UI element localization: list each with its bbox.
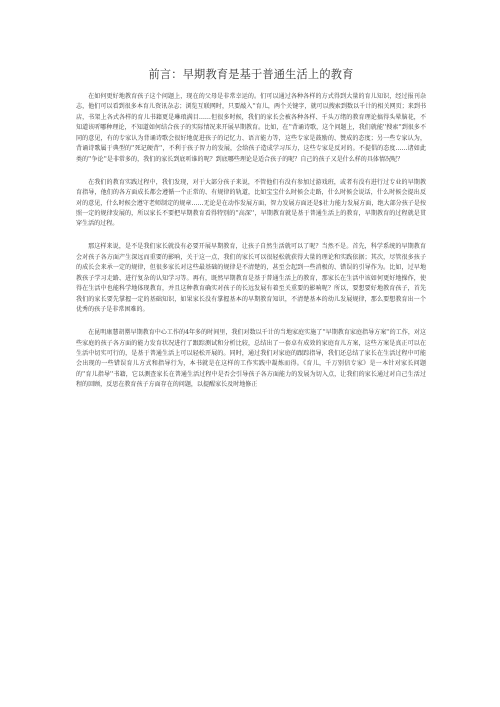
body-paragraph-1: 在如何更好地教育孩子这个问题上，现在的父母是非常幸运的。们可以通过各种各样的方式得到大量的育儿知识，经过报刊杂志，他们可以看到很多本育儿资讯杂志；浏览互联网时，只要敲入''育儿，两个关键字，就可以搜索到数以千计的相关网页；来到书店，书架上各式各样的育儿书籍更是琳琅满目……但很多时候，我们的家长会被各种各样、千头万绪的教育理论搞得头晕脑花，不知道该听哪种理论，不知道如何结合孩子的实际情况来开展早期教育。比如，在''背诵诗歌，这个问题上，我们就能''搜索''到很多不同的意见，有的专家认为背诵诗歌会很好地促进孩子的记忆力、语言能力等，这些专家是鼓励的、赞成的态度；另一些专家认为，背诵诗歌属于典型的''死记硬背''，不利于孩子智力的发展，会给孩子造成学习压力，这些专家是反对的。不提倡的态度……诸如此类的''争论''是非常多的，我们的家长到底听谁的呢？到底哪些理论是适合孩子的呢？自己的孩子又是什么样的具体情况呢？ — [76, 93, 426, 163]
body-paragraph-2: 在我们的教育实践过程中，我们发现，对于大部分孩子来说，不管他们有没有参加过游戏班，或者有没有进行过专业的早期教育指导，他们的各方面成长都会遵循一个正常的、有规律的轨道，比如宝宝什么时候会走路，什么时候会说话，什么时候会提出反对的意见，什么时候会遵守老师制定的规章……无论是在动作发展方面，智力发展方面还是$社力能力发展方面，绝大部分孩子是按照一定的规律发展的，所以家长不要把早期教育看得特别的''高深''，早期教育就是基于普通生活上的教育，早期教育的过程就是贯穿生活的过程。 — [76, 178, 426, 228]
body-paragraph-4: 在昆明康慧胡罂早期教育中心工作的4年多的时间里，我们对数以千计的当地家庭实施了''早期教育家庭指导方案''的工作，对这些家庭的孩子各方面的能力发育状况进行了跟踪测试和分析比较，总结出了一套卓有成效的家庭育儿方案，这些方案是真正可以在生活中切实可行的，是基于普通生活上可以轻松开展的。同时，通过我们对家庭的跟踪指导，我们还总结了家长在生活过程中可能会出现的一些错误育儿方式和指导行为，本书就是在这样的工作实践中凝炼而得。《育儿，千万别信专家》是一本针对家长问题的''育儿指导''书籍，它以测查家长在普通生活过程中是否会引导孩子各方面能力的发展为切入点，让我们的家长通过对自己生活过程的回顾，反思在教育孩子方面存在的问题，以提醒家长及时地修正 — [76, 329, 426, 389]
body-paragraph-3: 那这样来说，是不是我们家长就没有必要开展早期教育，让孩子自然生活就可以了呢？当然不是。首先，科学系统的早期教育会对孩子各方面产生深远而重要的影响，关于这一点，我们的家长可以很轻松就获得大量的理论和实践依据；其次，尽管很多孩子的成长会来承一定的规律，但很多家长对这些最基础的规律是不清楚的，甚至会起到一些消极的、错误的引导作为。比如，过早地教孩子学习走路、进行复杂的认知学习等。再有，既然早期教育是基于普通生活上的教育，那家长在生活中该如何更好地操作，使得在生活中也能科学地体现教育，并且这种教育确实对孩子的长远发展有着至关重要的影响呢？所以，要想要好地教育孩子，首先我们的家长要先掌握一定的基础知识，如果家长没有掌握基本的早期教育知识，不清楚基本的幼儿发展规律，那么要想教育出一个优秀的孩子是非常困难的。 — [76, 243, 426, 314]
page-title: 前言：早期教育是基于普通生活上的教育 — [148, 68, 354, 81]
